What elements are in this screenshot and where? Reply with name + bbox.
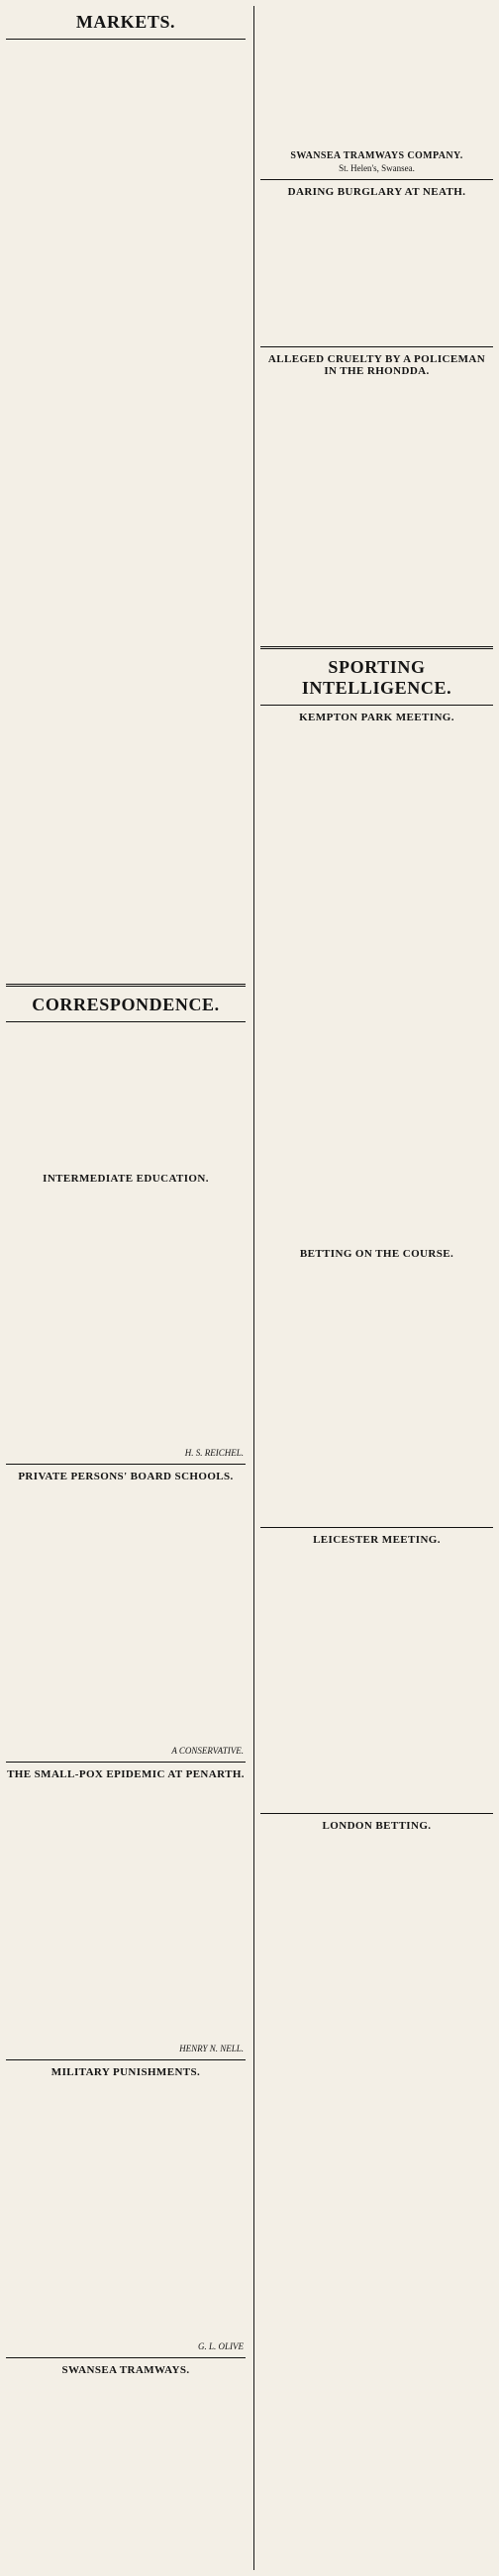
rule [6, 39, 246, 40]
sporting-intelligence-heading: SPORTING INTELLIGENCE. [301, 657, 452, 698]
ad-title: SWANSEA TRAMWAYS COMPANY. [290, 150, 463, 161]
left-column [6, 6, 246, 2570]
letter-body-area [6, 1784, 246, 2042]
section-divider [260, 646, 493, 649]
letter-body-area [6, 1189, 246, 1446]
betting-results-area [260, 1264, 493, 1521]
letter-byline: G. L. OLIVE [197, 2341, 244, 2351]
rule [260, 346, 493, 347]
columns [6, 6, 493, 2570]
letter-byline: H. S. REICHEL. [184, 1448, 244, 1458]
rule [260, 1527, 493, 1528]
letter-title: MILITARY PUNISHMENTS. [50, 2066, 201, 2078]
rule [6, 1464, 246, 1465]
right-column [253, 6, 493, 2570]
letter-title: PRIVATE PERSONS' BOARD SCHOOLS. [18, 1471, 234, 1482]
leicester-results-area [260, 1550, 493, 1807]
race-results-area [260, 727, 493, 1242]
letter-title: SWANSEA TRAMWAYS. [61, 2364, 190, 2376]
market-reports-area-cont [6, 560, 246, 976]
london-betting-area [260, 1836, 493, 2093]
rule [6, 2357, 246, 2358]
london-betting-heading: LONDON BETTING. [322, 1820, 432, 1832]
letter-body-area [6, 1486, 246, 1744]
kempton-park-heading: KEMPTON PARK MEETING. [299, 712, 454, 723]
alleged-cruelty-body-area [260, 381, 493, 638]
rule [260, 179, 493, 180]
rule [260, 705, 493, 706]
ad-line: St. Helen's, Swansea. [339, 163, 415, 173]
rule [6, 1762, 246, 1763]
betting-on-course-heading: BETTING ON THE COURSE. [299, 1248, 454, 1260]
rule [6, 2059, 246, 2060]
letter-title: INTERMEDIATE EDUCATION. [43, 1173, 209, 1185]
alleged-cruelty-heading: ALLEGED CRUELTY BY A POLICEMAN IN THE RHONDDA. [267, 353, 486, 377]
letter-body-area [6, 2380, 246, 2519]
leicester-meeting-heading: LEICESTER MEETING. [313, 1534, 441, 1546]
letter-body-area [6, 2082, 246, 2339]
market-reports-area [6, 46, 246, 560]
correspondence-heading: CORRESPONDENCE. [32, 995, 220, 1014]
correspondence-intro-area [6, 1028, 246, 1167]
letter-byline: HENRY N. NELL. [179, 2044, 244, 2053]
section-divider [6, 984, 246, 987]
rule [260, 1813, 493, 1814]
rule [6, 1021, 246, 1022]
daring-burglary-heading: DARING BURGLARY AT NEATH. [287, 186, 466, 198]
daring-burglary-body-area [260, 202, 493, 340]
letter-byline: A CONSERVATIVE. [171, 1746, 244, 1756]
markets-heading: MARKETS. [75, 12, 176, 32]
continued-story-area [260, 6, 493, 144]
letter-title: THE SMALL-POX EPIDEMIC AT PENARTH. [7, 1768, 245, 1780]
